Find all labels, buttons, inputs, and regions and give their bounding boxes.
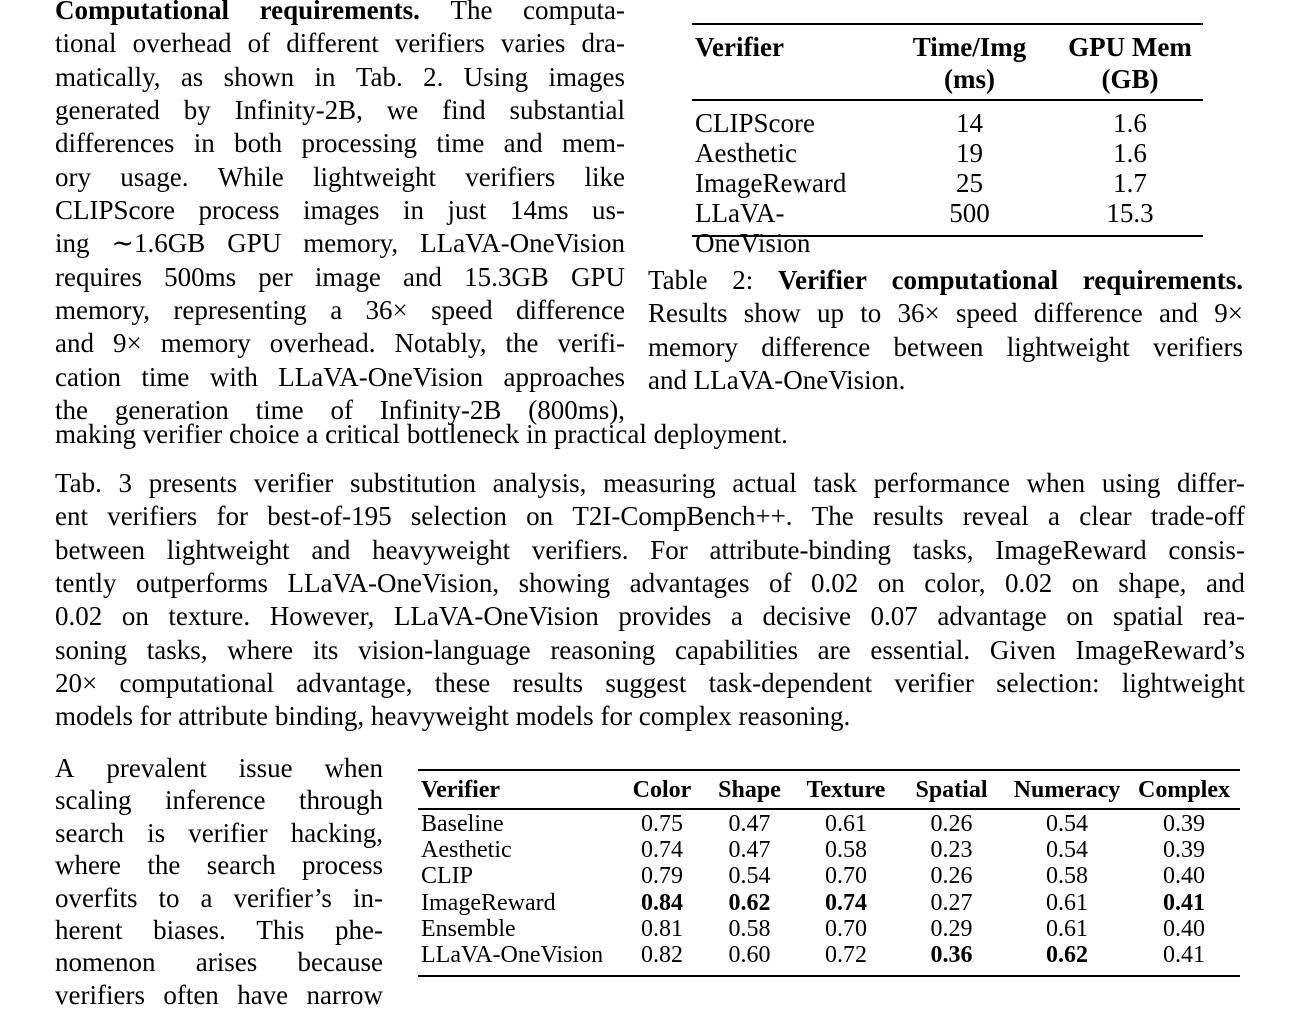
table-cell: 0.70 [825, 916, 867, 943]
column-header: Texture [806, 777, 886, 803]
text-line: requires 500ms per image and 15.3GB GPU [55, 261, 625, 292]
paragraph-computational-requirements [55, 0, 625, 427]
table-cell: LLaVA-OneVision [695, 197, 811, 258]
table-cell: 15.3 [1106, 197, 1154, 228]
text-line: matically, as shown in Tab. 2. Using images [55, 61, 625, 92]
text-line: Tab. 3 presents verifier substitution analysis, measuring actual task performance when using differ- [55, 468, 1245, 498]
table-cell: 0.61 [1046, 916, 1088, 943]
paragraph-computational-requirements-continuation [55, 418, 1245, 451]
column-header: Verifier [695, 32, 784, 62]
table-3-verifier-substitution-results [418, 769, 1240, 977]
table-cell: 25 [956, 167, 983, 198]
table-row [418, 942, 1240, 968]
text-line: where the search process [55, 850, 383, 881]
text-line: 20× computational advantage, these results suggest task-dependent verifier selection: lightweight [55, 668, 1245, 699]
column-header: Shape [718, 777, 781, 803]
table-cell: 0.40 [1163, 916, 1205, 943]
text-line: ory usage. While lightweight verifiers like [55, 161, 625, 192]
table-cell: CLIPScore [695, 107, 815, 138]
table-cell: 0.39 [1163, 836, 1205, 863]
table-cell: 0.26 [930, 810, 973, 837]
table-row [418, 837, 1240, 863]
text-line: tently outperforms LLaVA-OneVision, showing advantages of 0.02 on color, 0.02 on shape, and [55, 568, 1245, 599]
text-line: soning tasks, where its vision-language reasoning capabilities are essential. Given ImageReward’s [55, 634, 1245, 665]
table-cell: 0.75 [641, 810, 683, 837]
text-line: ing ∼1.6GB GPU memory, LLaVA-OneVision [55, 228, 625, 259]
table-cell: 0.58 [825, 836, 867, 863]
table-cell: 0.54 [728, 863, 771, 890]
table-body [692, 101, 1203, 258]
table-cell: 500 [949, 197, 990, 228]
table-cell: 0.39 [1163, 810, 1205, 837]
table-cell: 0.26 [930, 863, 973, 890]
table-cell: 0.62 [728, 889, 771, 916]
table-cell: 0.70 [825, 863, 867, 890]
table-body [418, 810, 1240, 975]
column-header: GPU Mem (GB) [1068, 32, 1192, 94]
column-header: Verifier [421, 777, 501, 803]
table-cell: 0.72 [825, 942, 867, 969]
table-cell: 0.29 [930, 916, 973, 943]
table-row [692, 108, 1203, 138]
text-line: A prevalent issue when [55, 753, 383, 783]
table-cell: CLIP [421, 863, 474, 890]
table-cell: 14 [956, 107, 983, 138]
table-cell: 0.47 [728, 810, 771, 837]
table-row [692, 168, 1203, 198]
text-line: and 9× memory overhead. Notably, the verifi- [55, 328, 625, 359]
column-header: Time/Img (ms) [912, 32, 1027, 94]
table-cell: Baseline [421, 810, 504, 837]
text-line: Results show up to 36× speed difference and 9× [648, 298, 1243, 329]
column-header: Spatial [915, 777, 988, 803]
table-cell: 0.60 [728, 942, 771, 969]
text-line: between lightweight and heavyweight verifiers. For attribute-binding tasks, ImageReward consis- [55, 534, 1245, 565]
table-cell: 0.81 [641, 916, 683, 943]
table-cell: ImageReward [695, 167, 847, 198]
table-cell: LLaVA-OneVision [421, 942, 604, 969]
column-header: Complex [1138, 777, 1230, 803]
table-2-verifier-computational-requirements [692, 23, 1203, 258]
table-cell: 0.47 [728, 836, 771, 863]
table-cell: 0.27 [930, 889, 973, 916]
table-cell: 0.40 [1163, 863, 1205, 890]
text-line: ent verifiers for best-of-195 selection on T2I-CompBench++. The results reveal a clear trade-off [55, 501, 1245, 532]
table-cell: 0.79 [641, 863, 683, 890]
text-line: overfits to a verifier’s in- [55, 882, 383, 913]
table-cell: 1.7 [1113, 167, 1147, 198]
table-cell: 0.58 [728, 916, 771, 943]
table-cell: 0.54 [1046, 836, 1088, 863]
column-header: Numeracy [1013, 777, 1121, 803]
text-line: CLIPScore process images in just 14ms us- [55, 195, 625, 226]
table-cell: Ensemble [421, 916, 516, 943]
paragraph-verifier-hacking [55, 752, 383, 1009]
table-cell: 0.58 [1046, 863, 1088, 890]
text-line: tional overhead of different verifiers varies dra- [55, 28, 625, 59]
text-line: Table 2: Verifier computational requirements. [648, 265, 1243, 295]
table-cell: 0.61 [1046, 889, 1088, 916]
table-cell: 0.62 [1046, 942, 1088, 969]
text-line: search is verifier hacking, [55, 817, 383, 848]
text-line: the generation time of Infinity-2B (800ms), [55, 395, 625, 426]
table-cell: 0.41 [1163, 942, 1205, 969]
table-cell: 1.6 [1113, 107, 1147, 138]
table-cell: 1.6 [1113, 137, 1147, 168]
table-cell: Aesthetic [421, 836, 512, 863]
table-row [418, 916, 1240, 942]
table-cell: 0.61 [825, 810, 867, 837]
table-row [418, 890, 1240, 916]
text-line: models for attribute binding, heavyweight models for complex reasoning. [55, 701, 851, 732]
table-cell: 0.74 [825, 889, 867, 916]
text-line: nomenon arises because [55, 947, 383, 978]
text-line: generated by Infinity-2B, we find substantial [55, 95, 625, 126]
table-cell: 19 [956, 137, 983, 168]
table-cell: 0.54 [1046, 810, 1088, 837]
table-2-caption [648, 264, 1243, 397]
table-cell: Aesthetic [695, 137, 797, 168]
table-row [692, 138, 1203, 168]
text-line: memory difference between lightweight verifiers [648, 331, 1243, 362]
table-cell: 0.82 [641, 942, 683, 969]
table-row [418, 811, 1240, 837]
column-header: Color [632, 777, 692, 803]
table-cell: 0.84 [641, 889, 683, 916]
text-line: cation time with LLaVA-OneVision approaches [55, 361, 625, 392]
table-cell: 0.41 [1163, 889, 1205, 916]
text-line: memory, representing a 36× speed difference [55, 295, 625, 326]
table-cell: 0.74 [641, 836, 683, 863]
text-line: and LLaVA-OneVision. [648, 365, 906, 396]
text-line: 0.02 on texture. However, LLaVA-OneVision provides a decisive 0.07 advantage on spatial rea- [55, 601, 1245, 632]
table-header-row [692, 25, 1203, 99]
text-line: differences in both processing time and mem- [55, 128, 625, 159]
text-line: Computational requirements. The computa- [55, 0, 625, 25]
table-row [418, 863, 1240, 889]
text-line: herent biases. This phe- [55, 914, 383, 945]
text-line: scaling inference through [55, 785, 383, 816]
paragraph-verifier-substitution-analysis [55, 467, 1245, 734]
table-cell: 0.36 [930, 942, 973, 969]
table-cell: ImageReward [421, 889, 556, 916]
table-header-row [418, 771, 1240, 808]
table-cell: 0.23 [930, 836, 973, 863]
text-line: verifiers often have narrow [55, 979, 383, 1009]
text-line: making verifier choice a critical bottleneck in practical deployment. [55, 419, 788, 449]
table-row [692, 197, 1203, 258]
